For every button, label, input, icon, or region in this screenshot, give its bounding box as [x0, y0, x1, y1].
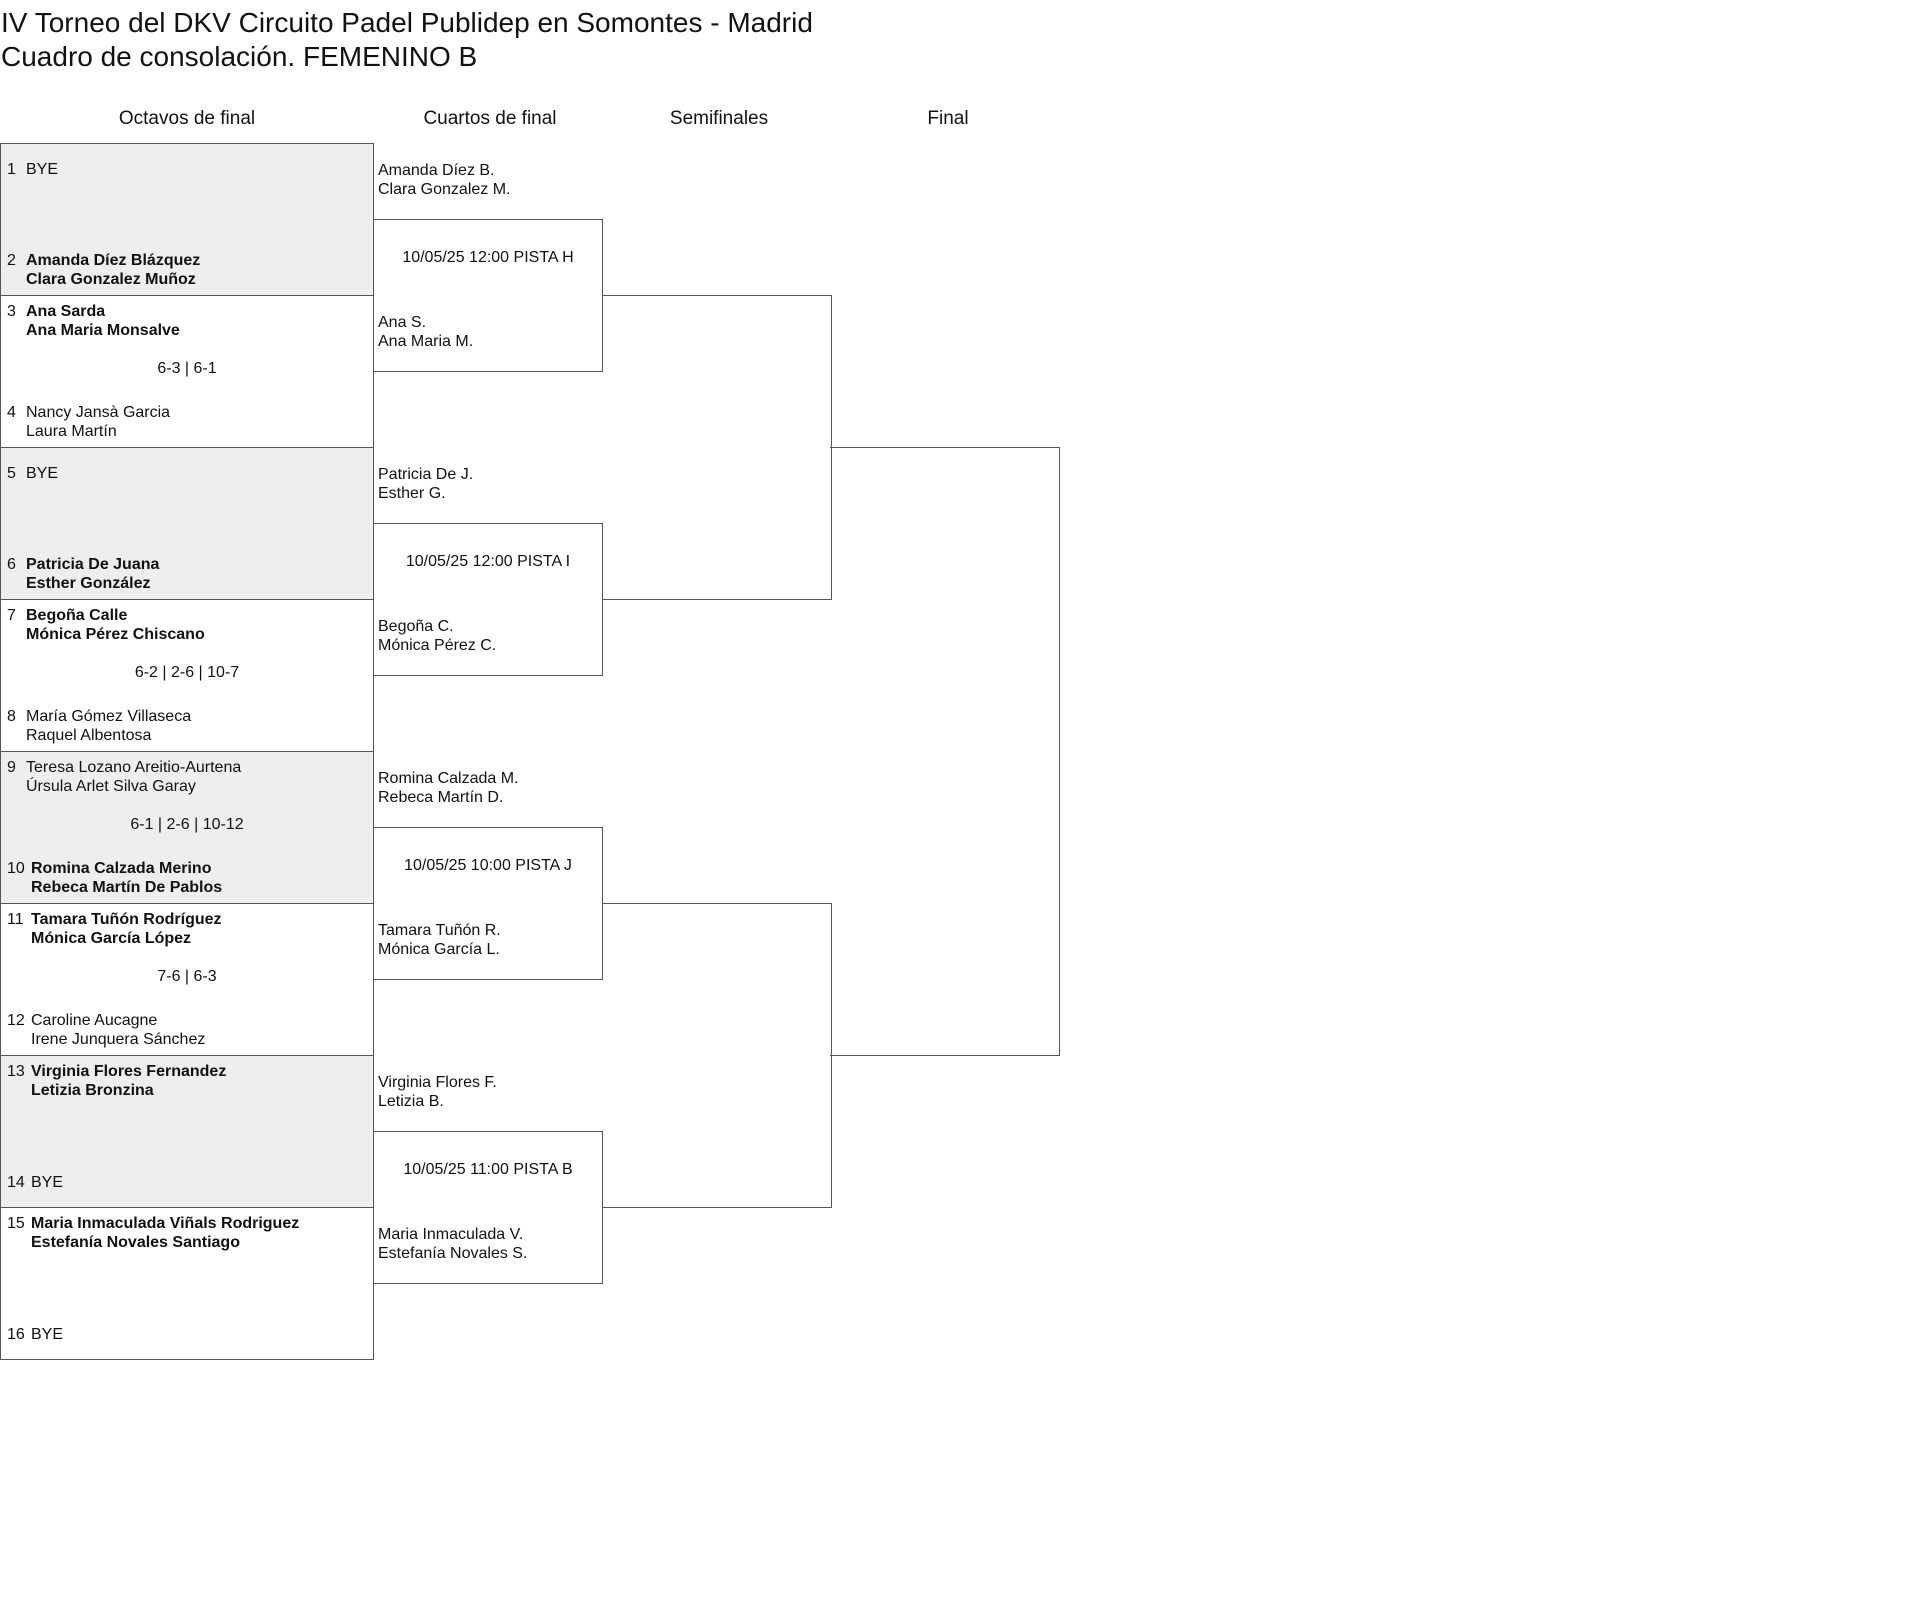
player-names: [31, 1214, 299, 1252]
player-name: Letizia Bronzina: [31, 1082, 154, 1099]
qf-team-bottom: [378, 1225, 527, 1263]
round-header-sf: Semifinales: [669, 108, 769, 129]
r16-match: [0, 447, 374, 600]
player-name: Rebeca Martín D.: [378, 789, 504, 806]
player-name: Begoña Calle: [26, 607, 128, 624]
player-names: [26, 555, 159, 593]
qf-team-top: [378, 1073, 497, 1111]
seed-number: 7: [7, 607, 16, 624]
player-name: Teresa Lozano Areitio-Aurtena: [26, 759, 242, 776]
r16-match: [0, 1207, 374, 1360]
player-name: Ana Maria Monsalve: [26, 322, 180, 339]
player-name: Virginia Flores F.: [378, 1074, 497, 1091]
player-name: Romina Calzada M.: [378, 770, 519, 787]
player-name: BYE: [31, 1174, 64, 1191]
seed-number: 6: [7, 556, 16, 573]
player-name: Ana S.: [378, 314, 427, 331]
seed-number: 11: [7, 911, 24, 928]
match-schedule: 10/05/25 12:00 PISTA H: [402, 249, 574, 266]
qf-team-top: [378, 769, 519, 807]
seed-number: 9: [7, 759, 16, 776]
player-name: Letizia B.: [378, 1093, 444, 1110]
player-name: Patricia De Juana: [26, 556, 160, 573]
qf-team-bottom: [378, 313, 473, 351]
player-name: Ana Sarda: [26, 303, 106, 320]
player-names: [31, 1173, 63, 1192]
semifinal-connector: [602, 295, 832, 600]
player-names: [26, 403, 170, 441]
player-name: Irene Junquera Sánchez: [31, 1031, 206, 1048]
player-name: Tamara Tuñón R.: [378, 922, 501, 939]
qf-team-top: [378, 465, 473, 503]
match-score: 6-1 | 2-6 | 10-12: [130, 816, 244, 833]
seed-number: 15: [7, 1215, 25, 1232]
player-names: [26, 758, 241, 796]
player-name: Romina Calzada Merino: [31, 860, 212, 877]
seed-number: 12: [7, 1012, 25, 1029]
player-names: [26, 606, 205, 644]
player-name: Patricia De J.: [378, 466, 474, 483]
player-name: Esther González: [26, 575, 151, 592]
match-schedule: 10/05/25 12:00 PISTA I: [405, 553, 571, 570]
player-name: Clara Gonzalez M.: [378, 181, 511, 198]
seed-number: 14: [7, 1174, 25, 1191]
seed-number: 2: [7, 252, 16, 269]
semifinal-connector: [602, 903, 832, 1208]
r16-match: [0, 1055, 374, 1208]
player-name: Laura Martín: [26, 423, 117, 440]
player-name: Rebeca Martín De Pablos: [31, 879, 223, 896]
seed-number: 8: [7, 708, 16, 725]
seed-number: 13: [7, 1063, 25, 1080]
qf-team-bottom: [378, 921, 501, 959]
seed-number: 1: [7, 161, 16, 178]
player-name: BYE: [31, 1326, 64, 1343]
round-header-final: Final: [927, 108, 969, 129]
r16-match: [0, 751, 374, 904]
player-name: Estefanía Novales S.: [378, 1245, 528, 1262]
player-names: [26, 464, 58, 483]
seed-number: 3: [7, 303, 16, 320]
player-name: Estefanía Novales Santiago: [31, 1234, 240, 1251]
player-name: Tamara Tuñón Rodríguez: [31, 911, 222, 928]
player-name: Úrsula Arlet Silva Garay: [26, 778, 196, 795]
match-schedule: 10/05/25 11:00 PISTA B: [403, 1161, 573, 1178]
player-names: [31, 1011, 205, 1049]
seed-number: 5: [7, 465, 16, 482]
match-score: 7-6 | 6-3: [157, 968, 217, 985]
qf-team-bottom: [378, 617, 496, 655]
match-schedule: 10/05/25 10:00 PISTA J: [404, 857, 572, 874]
player-name: Nancy Jansà Garcia: [26, 404, 171, 421]
player-name: Mónica Pérez C.: [378, 637, 497, 654]
round-header-r16: Octavos de final: [118, 108, 256, 129]
player-names: [31, 1062, 226, 1100]
player-name: Maria Inmaculada Viñals Rodriguez: [31, 1215, 300, 1232]
seed-number: 16: [7, 1326, 25, 1343]
tournament-title: IV Torneo del DKV Circuito Padel Publidep en Somontes - Madrid: [1, 7, 813, 38]
player-name: Caroline Aucagne: [31, 1012, 158, 1029]
player-names: [26, 251, 200, 289]
player-names: [26, 707, 191, 745]
player-names: [26, 302, 180, 340]
final-connector: [830, 447, 1060, 1056]
player-name: Maria Inmaculada V.: [378, 1226, 524, 1243]
player-name: Mónica García L.: [378, 941, 500, 958]
player-name: Mónica García López: [31, 930, 192, 947]
player-names: [26, 160, 58, 179]
player-name: Raquel Albentosa: [26, 727, 152, 744]
player-name: Mónica Pérez Chiscano: [26, 626, 205, 643]
player-name: Esther G.: [378, 485, 446, 502]
player-name: BYE: [26, 465, 59, 482]
r16-match: [0, 295, 374, 448]
player-name: Amanda Díez B.: [378, 162, 495, 179]
player-name: Begoña C.: [378, 618, 454, 635]
player-name: BYE: [26, 161, 59, 178]
match-score: 6-2 | 2-6 | 10-7: [134, 664, 240, 681]
round-header-qf: Cuartos de final: [423, 108, 557, 129]
player-name: Virginia Flores Fernandez: [31, 1063, 227, 1080]
player-names: [31, 910, 222, 948]
player-names: [31, 1325, 63, 1344]
player-name: Amanda Díez Blázquez: [26, 252, 201, 269]
player-names: [31, 859, 222, 897]
r16-match: [0, 903, 374, 1056]
player-name: Clara Gonzalez Muñoz: [26, 271, 196, 288]
r16-match: [0, 599, 374, 752]
seed-number: 4: [7, 404, 16, 421]
draw-subtitle: Cuadro de consolación. FEMENINO B: [1, 41, 478, 72]
r16-match: [0, 143, 374, 296]
seed-number: 10: [7, 860, 25, 877]
player-name: Ana Maria M.: [378, 333, 474, 350]
match-score: 6-3 | 6-1: [157, 360, 217, 377]
qf-team-top: [378, 161, 511, 199]
player-name: María Gómez Villaseca: [26, 708, 192, 725]
